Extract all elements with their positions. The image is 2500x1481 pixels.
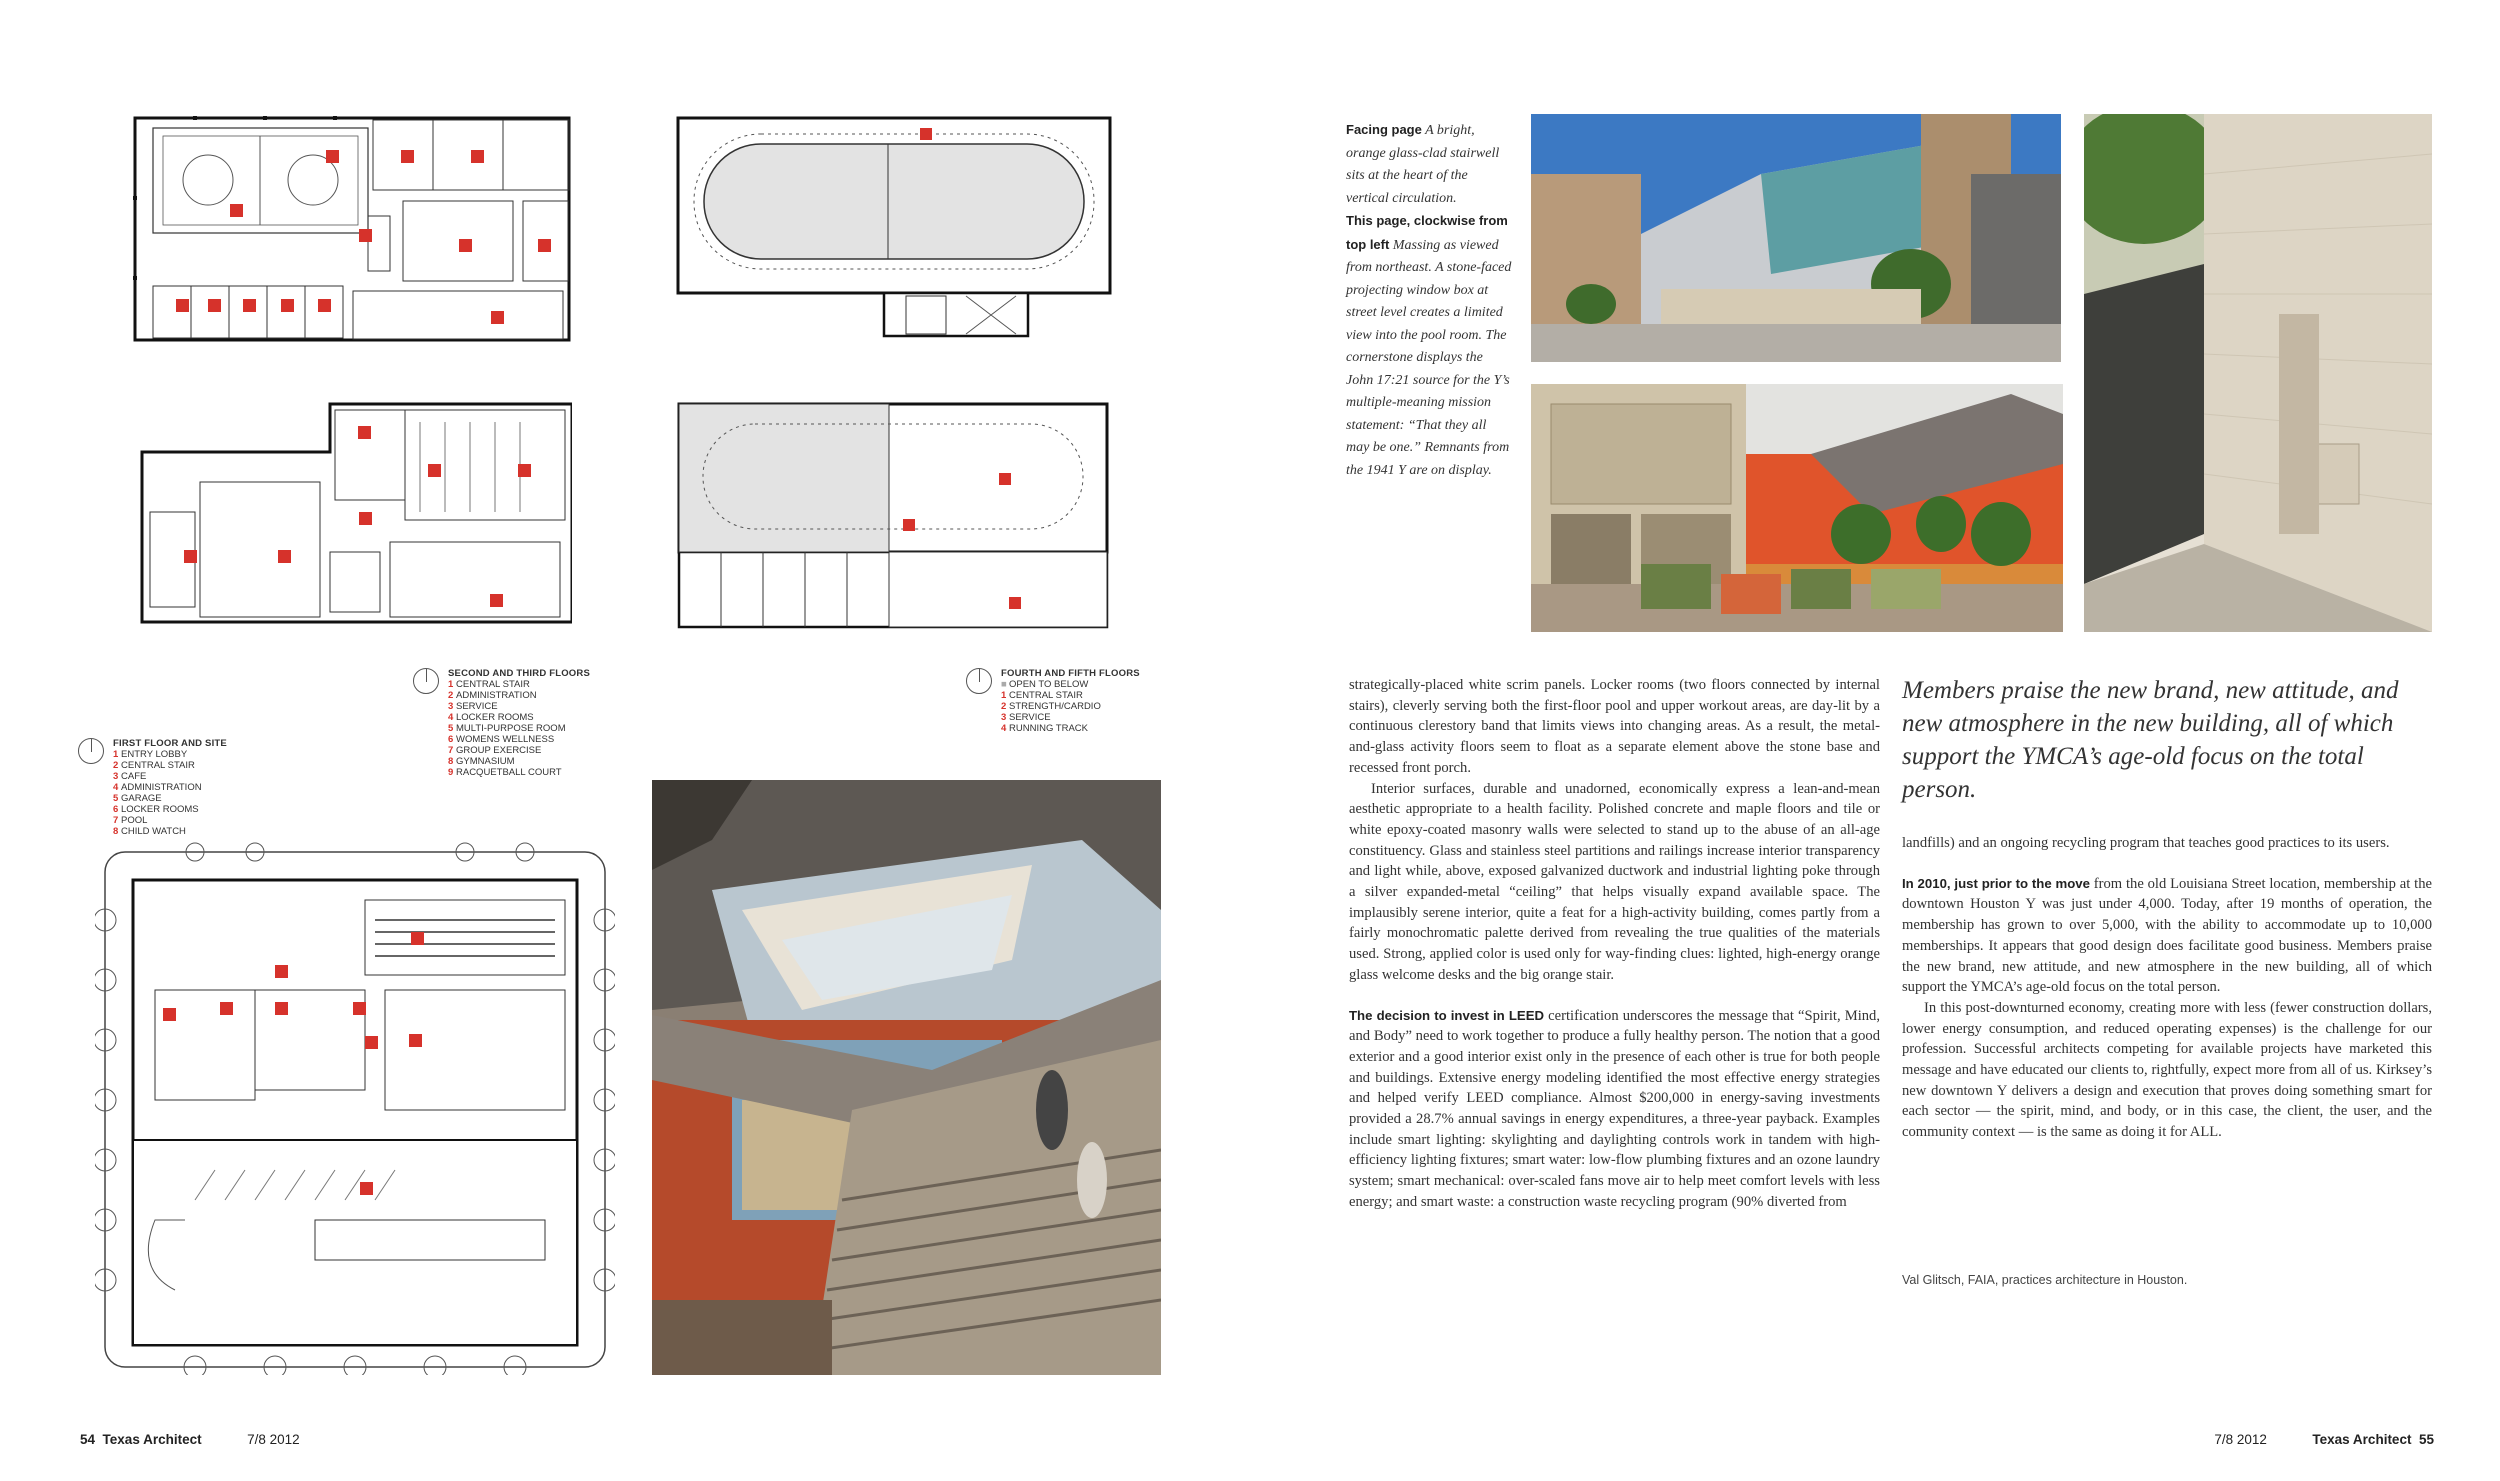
legend-fourth-fifth — [1001, 668, 1140, 734]
article-column-1 — [1349, 675, 1880, 1213]
legend-item: 5 MULTI-PURPOSE ROOM — [448, 723, 566, 734]
legend-title: SECOND AND THIRD FLOORS — [448, 668, 590, 679]
photo-orange-stairwell — [652, 780, 1161, 1375]
legend-item: 4 RUNNING TRACK — [1001, 723, 1088, 734]
floor-plan-first-upper — [133, 116, 571, 342]
site-plan-first-floor — [95, 840, 615, 1375]
article-paragraph: In this post-downturned economy, creating more with less (fewer construction dollars, lower energy consumption, and reduced operating expenses) is the challenge for our profession. Successful architects competing for available projects have marketed this message and have educated our clients to, rightfully, expect more from all of us. Kirksey’s new downtown Y delivers a design and execution that proves doing something smart for each sector — the spirit, mind, and body, or in this case, the client, the user, and the community context — is the same as doing it for ALL. — [1902, 999, 2432, 1141]
caption-text-facing: A bright, orange glass-clad stairwell sits at the heart of the vertical circulation. — [1346, 123, 1500, 206]
issue-date: 7/8 2012 — [2214, 1432, 2267, 1447]
article-paragraph: The decision to invest in LEED certification underscores the message that “Spirit, Mind, and Body” need to work together to produce a fully healthy person. The notion that a good exterior and a good interior exist only in the presence of each other is true for both people and buildings. Extensive energy modeling identified the most effective energy strategies and helped verify LEED compliance. Almost $200,000 in energy-saving investments provided a 28.7% annual savings in energy expenditures, a three-year payback. Examples include smart lighting: skylighting and daylighting controls work in tandem with high-efficiency lighting fixtures; smart water: low-flow plumbing fixtures and an ozone laundry system; smart mechanical: over-scaled fans move air to help meet comfort levels with less energy; and smart waste: a construction waste recycling program (90% diverted from — [1349, 1007, 1880, 1210]
legend-title: FOURTH AND FIFTH FLOORS — [1001, 668, 1140, 679]
folio-right — [2214, 1432, 2434, 1447]
legend-item: 6 WOMENS WELLNESS — [448, 734, 555, 745]
issue-date: 7/8 2012 — [247, 1432, 300, 1447]
legend-item: 2 STRENGTH/CARDIO — [1001, 701, 1101, 712]
pull-quote: Members praise the new brand, new attitude, and new atmosphere in the new building, all of which support the YMCA’s age-old focus on the total person. — [1902, 677, 2399, 803]
legend-item: 8 CHILD WATCH — [113, 826, 186, 837]
page-number: 55 — [2418, 1432, 2434, 1447]
floor-plan-track-upper — [676, 116, 1112, 338]
legend-item: 8 GYMNASIUM — [448, 756, 515, 767]
legend-item: 7 GROUP EXERCISE — [448, 745, 542, 756]
paragraph-lead-in: In 2010, just prior to the move — [1902, 875, 2090, 891]
legend-item: 4 LOCKER ROOMS — [448, 712, 534, 723]
north-arrow-icon — [78, 738, 104, 764]
legend-item: 9 RACQUETBALL COURT — [448, 767, 562, 778]
legend-item: 2 ADMINISTRATION — [448, 690, 537, 701]
article-paragraph: Interior surfaces, durable and unadorned, economically express a lean-and-mean aesthetic appropriate to a health facility. Polished concrete and maple floors and tile or white epoxy-coated masonry walls were selected to stand up to the abuse of an all-age constituency. Glass and stainless steel partitions and railings increase interior transparency and light while, above, exposed galvanized ductwork and industrial lighting poke through a silver expanded-metal “ceiling” that helps visually expand available space. The implausibly serene interior, quite a feat for a high-activity building, comes partly from a fairly monochromatic palette derived from revealing the true qualities of the materials used. Strong, applied color is used only for way-finding clues: lighted, high-energy orange glass welcome desks and the big orange stair. — [1349, 780, 1880, 983]
legend-second-third — [448, 668, 590, 778]
folio-left — [80, 1432, 300, 1447]
caption-text-this: Massing as viewed from northeast. A stone-faced projecting window box at street level creates a limited view into the pool room. The cornerstone displays the John 17:21 source for the Y’s multiple-meaning mission statement: “That they all may be one.” Remnants from the 1941 Y are on display. — [1346, 237, 1512, 478]
article-paragraph: In 2010, just prior to the move from the old Louisiana Street location, membership at the downtown Houston Y was just under 4,000. Today, after 19 months of operation, the membership has grown to over 5,000, with the ability to accommodate up to 10,000 memberships. It appears that good design does facilitate good business. Members praise the new brand, new attitude, and new atmosphere in the new building, all of which support the YMCA’s age-old focus on the total person. — [1902, 875, 2432, 996]
magazine-name: Texas Architect — [2312, 1432, 2412, 1447]
author-byline: Val Glitsch, FAIA, practices architecture in Houston. — [1902, 1273, 2188, 1287]
legend-title: FIRST FLOOR AND SITE — [113, 738, 227, 749]
article-paragraph: landfills) and an ongoing recycling program that teaches good practices to its users. — [1902, 835, 2390, 851]
legend-item: 5 GARAGE — [113, 793, 162, 804]
photo-building-exterior — [1531, 114, 2061, 362]
paragraph-lead-in: The decision to invest in LEED — [1349, 1007, 1545, 1023]
legend-item: 2 CENTRAL STAIR — [113, 760, 195, 771]
magazine-name: Texas Architect — [102, 1432, 202, 1447]
article-column-2 — [1902, 833, 2432, 1143]
legend-item: 1 ENTRY LOBBY — [113, 749, 188, 760]
floor-plan-track-middle — [677, 402, 1109, 654]
caption-label-facing: Facing page — [1346, 122, 1422, 137]
page-number: 54 — [80, 1432, 96, 1447]
legend-item: 3 SERVICE — [448, 701, 498, 712]
legend-item: 3 CAFE — [113, 771, 147, 782]
floor-plan-second-third — [140, 402, 572, 652]
legend-item: 1 CENTRAL STAIR — [1001, 690, 1083, 701]
north-arrow-icon — [966, 668, 992, 694]
legend-item: 4 ADMINISTRATION — [113, 782, 202, 793]
legend-item: 1 CENTRAL STAIR — [448, 679, 530, 690]
photo-caption — [1346, 119, 1512, 482]
north-arrow-icon — [413, 668, 439, 694]
legend-item: 6 LOCKER ROOMS — [113, 804, 199, 815]
photo-lobby — [1531, 384, 2063, 632]
legend-item: ■ OPEN TO BELOW — [1001, 679, 1089, 690]
legend-item: 3 SERVICE — [1001, 712, 1051, 723]
article-paragraph: strategically-placed white scrim panels. Locker rooms (two floors connected by internal stairs), cleverly serving both the first-floor pool and upper workout areas, are day-lit by a continuous clerestory band that limits views into changing areas. As a result, the metal-and-glass activity floors seem to float as a separate element above the stone base and recessed front porch. — [1349, 677, 1880, 776]
legend-first-floor — [113, 738, 227, 837]
photo-stone-facade — [2084, 114, 2432, 632]
legend-item: 7 POOL — [113, 815, 148, 826]
caption-label-this: This page, clockwise from top left — [1346, 213, 1508, 252]
